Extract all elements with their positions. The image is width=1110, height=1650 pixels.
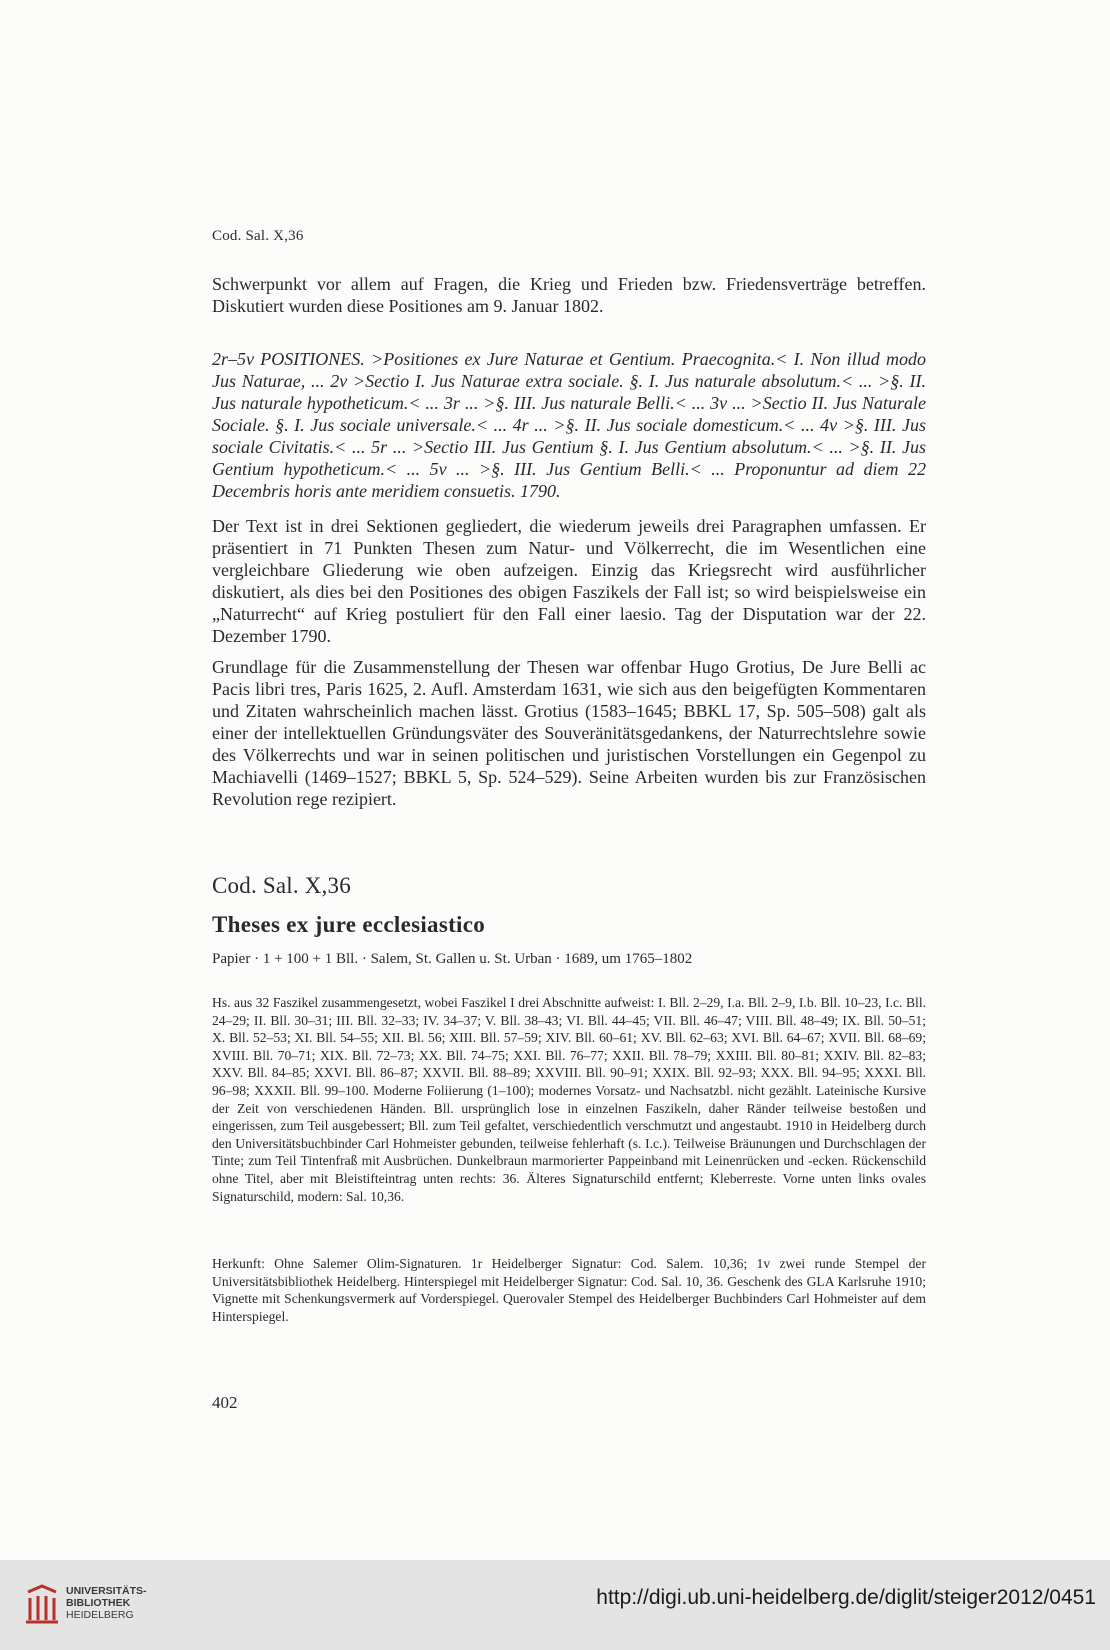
provenance-text: Herkunft: Ohne Salemer Olim-Signaturen. 1r Heidelberger Signatur: Cod. Salem. 10,36; 1v zwei runde Stempel der Universitätsbibliothek Heidelberg. Hinterspiegel mit Heidelberger Signatur: Cod. Sal. 10, 36. Geschenk des GLA Karlsruhe 1910; Vignette mit Schenkungsvermerk auf Vorderspiegel. Querovaler Stempel des Heidelberger Buchbinders Carl Hohmeister auf dem Hinterspiegel. (212, 1256, 926, 1324)
logo-line-3: HEIDELBERG (66, 1609, 134, 1621)
structure-paragraph-text: Der Text ist in drei Sektionen gegliedert, die wiederum jeweils drei Paragraphen umfassen. Er präsentiert in 71 Punkten Thesen zum Natur- und Völkerrecht, die im Wesentlichen eine vergleichbare Gliederung wie oben aufzeigen. Einzig das Kriegsrecht wird ausführlicher diskutiert, als dies bei den Positiones des obigen Faszikels der Fall ist; so wird beispielsweise ein „Naturrecht“ auf Krieg postuliert für den Fall einer laesio. Tag der Disputation war der 22. Dezember 1790. (212, 516, 926, 646)
library-logo-text (66, 1585, 147, 1621)
entry-meta: Papier · 1 + 100 + 1 Bll. · Salem, St. Gallen u. St. Urban · 1689, um 1765–1802 (212, 951, 693, 967)
viewer-footer (0, 1560, 1110, 1650)
entry-signature: Cod. Sal. X,36 (212, 873, 351, 898)
structure-paragraph (212, 515, 926, 647)
entry-title: Theses ex jure ecclesiastico (212, 912, 486, 937)
grotius-paragraph (212, 656, 926, 810)
page-number: 402 (212, 1393, 238, 1412)
intro-paragraph (212, 273, 926, 317)
contents-paragraph-text: 2r–5v POSITIONES. >Positiones ex Jure Naturae et Gentium. Praecognita.< I. Non illud modo Jus Naturae, ... 2v >Sectio I. Jus Naturae extra sociale. §. I. Jus naturale absolutum.< ... >§. II. Jus naturale hypotheticum.< ... 3r ... >§. III. Jus naturale Belli.< ... 3v ... >Sectio II. Jus Naturale Sociale. §. I. Jus sociale universale.< ... 4r ... >§. II. Jus sociale domesticum.< ... 4v >§. III. Jus sociale Civitatis.< ... 5r ... >Sectio III. Jus Gentium §. I. Jus Gentium absolutum.< ... >§. II. Jus Gentium hypotheticum.< ... 5v ... >§. III. Jus Gentium Belli.< ... Proponuntur ad diem 22 Decembris horis ante meridiem consuetis. 1790. (212, 349, 926, 501)
permalink-url[interactable]: http://digi.ub.uni-heidelberg.de/diglit/steiger2012/0451 (596, 1586, 1096, 1609)
provenance (212, 1255, 926, 1325)
physical-description-text: Hs. aus 32 Faszikel zusammengesetzt, wobei Faszikel I drei Abschnitte aufweist: I. Bll. 2–29, I.a. Bll. 2–9, I.b. Bll. 10–23, I.c. Bll. 24–29; II. Bll. 30–31; III. Bll. 32–33; IV. 34–37; V. Bll. 38–43; VI. Bll. 44–45; VII. Bll. 46–47; VIII. Bll. 48–49; IX. Bll. 50–51; X. Bll. 52–53; XI. Bll. 54–55; XII. Bl. 56; XIII. Bll. 57–59; XIV. Bll. 60–61; XV. Bll. 62–63; XVI. Bll. 64–67; XVII. Bll. 68–69; XVIII. Bll. 70–71; XIX. Bll. 72–73; XX. Bll. 74–75; XXI. Bll. 76–77; XXII. Bll. 78–79; XXIII. Bll. 80–81; XXIV. Bll. 82–83; XXV. Bll. 84–85; XXVI. Bll. 86–87; XXVII. Bll. 88–89; XXVIII. Bll. 90–91; XXIX. Bll. 92–93; XXX. Bll. 94–95; XXXI. Bll. 96–98; XXXII. Bll. 99–100. Moderne Foliierung (1–100); modernes Vorsatz- und Nachsatzbl. nicht gezählt. Lateinische Kursive der Zeit von verschiedenen Händen. Bll. ursprünglich lose in einzelnen Faszikeln, daher Ränder teilweise bestoßen und eingerissen, zum Teil ausgebessert; Bll. zum Teil gefaltet, verschiedentlich verschmutzt und angestaubt. 1910 in Heidelberg durch den Universitätsbuchbinder Carl Hohmeister gebunden, teilweise fehlerhaft (s. I.c.). Teilweise Bräunungen und Durchschlagen der Tinte; zum Teil Tintenfraß mit Ausbrüchen. Dunkelbraun marmorierter Pappeinband mit Leinenrücken und -ecken. Rückenschild ohne Titel, aber mit Bleistifteintrag unten rechts: 36. Älteres Signaturschild entfernt; Kleberreste. Vorne unten links ovales Signaturschild, modern: Sal. 10,36. (212, 995, 926, 1204)
logo-line-2: BIBLIOTHEK (66, 1597, 131, 1609)
intro-paragraph-text: Schwerpunkt vor allem auf Fragen, die Krieg und Frieden bzw. Friedensverträge betreffen. Diskutiert wurden diese Positiones am 9. Januar 1802. (212, 274, 926, 316)
contents-paragraph (212, 348, 926, 502)
grotius-paragraph-text: Grundlage für die Zusammenstellung der Thesen war offenbar Hugo Grotius, De Jure Belli ac Pacis libri tres, Paris 1625, 2. Aufl. Amsterdam 1631, wie sich aus den beigefügten Kommentaren und Zitaten wahrscheinlich machen lässt. Grotius (1583–1645; BBKL 17, Sp. 505–508) galt als einer der intellektuellen Gründungsväter des Souveränitätsgedankens, der Naturrechtslehre sowie des Völkerrechts und war in seinen politischen und juristischen Vorstellungen ein Gegenpol zu Machiavelli (1469–1527; BBKL 5, Sp. 524–529). Seine Arbeiten wurden bis zur Französischen Revolution rege rezipiert. (212, 657, 926, 809)
running-head: Cod. Sal. X,36 (212, 228, 304, 244)
physical-description (212, 994, 926, 1205)
library-logo-icon (22, 1582, 62, 1626)
logo-line-1: UNIVERSITÄTS- (66, 1585, 147, 1597)
